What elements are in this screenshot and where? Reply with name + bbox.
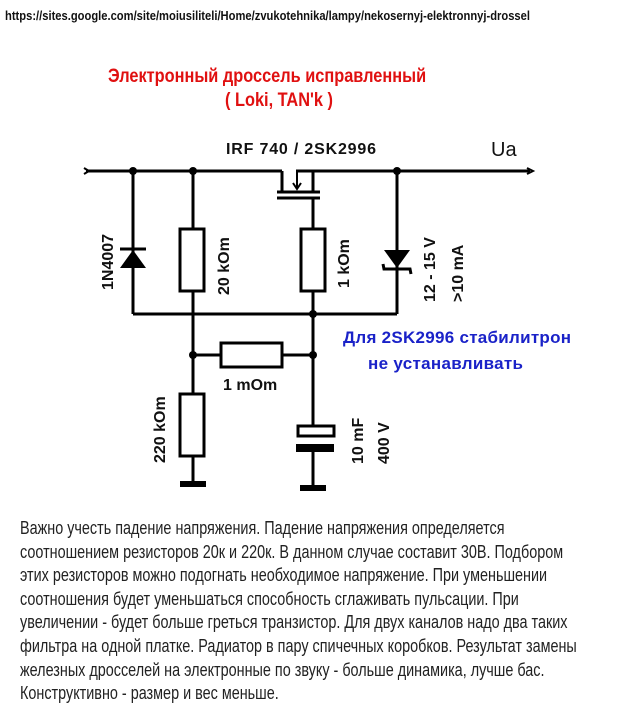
- paragraph-line: соотношения будет уменьшаться способность сглаживать пульсации. При: [20, 588, 519, 609]
- source-url: https://sites.google.com/site/moiusiliteli/Home/zvukotehnika/lampy/nekosernyj-elektronnyj-drossel: [5, 8, 530, 23]
- junction-dot: [393, 167, 401, 175]
- note-line2: не устанавливать: [368, 354, 523, 373]
- paragraph-line: Конструктивно - размер и вес меньше.: [20, 683, 279, 704]
- junction-dot: [189, 167, 197, 175]
- title-line1: Электронный дроссель исправленный: [108, 66, 427, 87]
- junction-dot: [309, 351, 317, 359]
- paragraph-line: фильтра на одной платке. Радиатор в пару спичечных коробков. Результат замены: [20, 635, 577, 656]
- r4-label: 220 kOm: [152, 396, 169, 463]
- zener-voltage-label: 12 - 15 V: [422, 237, 439, 302]
- cap-voltage-label: 400 V: [376, 422, 393, 464]
- junction-dot: [189, 351, 197, 359]
- r1-label: 20 kOm: [216, 237, 233, 295]
- paragraph-line: увеличении - будет больше греться транзистор. Для двух каналов надо два таких: [20, 612, 568, 633]
- title-line2: ( Loki, TAN'k ): [225, 90, 333, 111]
- cap-value-label: 10 mF: [350, 417, 367, 464]
- note-line1: Для 2SK2996 стабилитрон: [343, 328, 571, 347]
- junction-dot: [309, 310, 317, 318]
- paragraph-line: соотношением резисторов 20к и 220к. В данном случае составит 30В. Подбором: [20, 541, 564, 562]
- capacitor-negative-plate: [296, 444, 334, 452]
- output-label: Ua: [491, 139, 517, 161]
- zener-diode-icon: [384, 250, 410, 268]
- paragraph-line: этих резисторов можно подогнать необходимое напряжение. При уменьшении: [20, 565, 548, 586]
- junction-dot: [129, 167, 137, 175]
- transistor-label: IRF 740 / 2SK2996: [226, 141, 376, 158]
- paragraph-line: Важно учесть падение напряжения. Падение напряжения определяется: [20, 518, 505, 538]
- ground-symbol: [180, 481, 206, 487]
- ground-symbol: [300, 485, 326, 491]
- zener-current-label: >10 mA: [450, 244, 467, 302]
- diode-1n4007-icon: [120, 250, 146, 268]
- diode-label: 1N4007: [100, 233, 117, 290]
- r2-label: 1 kOm: [336, 239, 353, 288]
- paragraph-line: железных дросселей на электронные по звуку - больше динамика, лучше бас.: [20, 659, 545, 680]
- r3-label: 1 mOm: [223, 377, 278, 394]
- description-paragraph: [20, 518, 640, 707]
